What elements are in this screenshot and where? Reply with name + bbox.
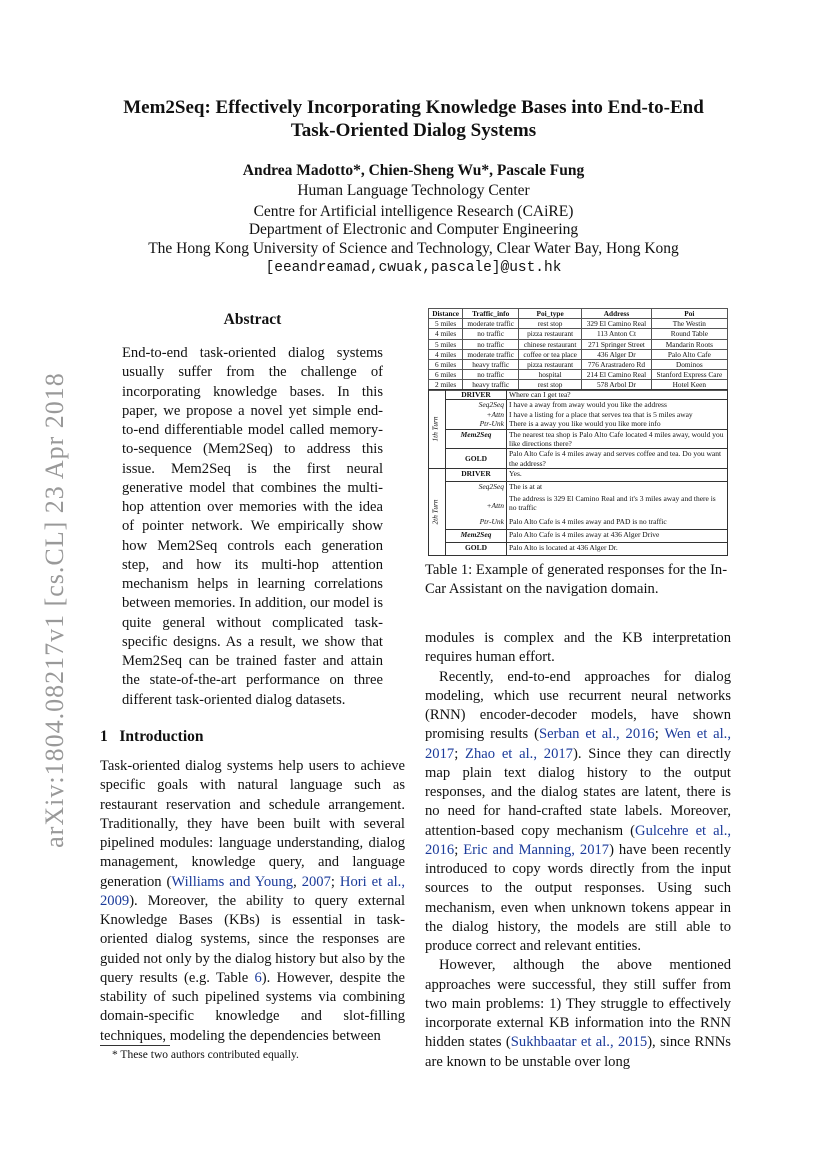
table-row <box>429 530 728 543</box>
kb-col-header: Address <box>582 309 651 319</box>
table-row <box>429 410 728 419</box>
citation-hori[interactable]: Hori et al., 2009 <box>100 873 405 909</box>
paragraph: However, although the above mentioned approaches were successful, they still suffer from two main problems: 1) They struggle to effectively incorporate external KB information into the RNN hidden states (Sukhbaatar et al., 2015), since RNNs are known to be unstable over long <box>425 957 731 1070</box>
utterance: Palo Alto Cafe is 4 miles away at 436 Alger Drive <box>507 530 728 543</box>
turn-label-cell <box>429 469 446 556</box>
section-number: 1 <box>100 728 108 745</box>
footnote-rule <box>100 1045 170 1046</box>
kb-col-header: Traffic_info <box>463 309 519 319</box>
table-row: 6 miles heavy traffic pizza restaurant 776 Arastradero Rd Dominos <box>429 360 728 370</box>
speaker-label: DRIVER <box>446 469 507 482</box>
citation-williams-young[interactable]: Williams and Young <box>171 873 294 890</box>
turn-label: 2th Turn <box>430 499 440 525</box>
table-row <box>429 419 728 429</box>
table-row <box>429 429 728 449</box>
dialog-table <box>428 389 728 556</box>
section-heading-introduction <box>100 728 204 746</box>
table-row <box>429 494 728 517</box>
speaker-label: Mem2Seq <box>446 530 507 543</box>
citation-wen[interactable]: Wen et al., 2017 <box>425 726 731 762</box>
citation-zhao[interactable]: Zhao et al., 2017 <box>465 745 573 762</box>
turn-label: 1th Turn <box>430 416 440 442</box>
table-row <box>429 482 728 494</box>
table-row <box>429 449 728 469</box>
section-title: Introduction <box>119 728 204 745</box>
speaker-label: Mem2Seq <box>446 429 507 449</box>
speaker-label: Ptr-Unk <box>446 419 507 429</box>
author-emails: [eeandreamad,cwuak,pascale]@ust.hk <box>265 260 562 276</box>
table-row: 4 miles no traffic pizza restaurant 113 Anton Ct Round Table <box>429 329 728 339</box>
table-row: 4 miles moderate traffic coffee or tea place 436 Alger Dr Palo Alto Cafe <box>429 349 728 359</box>
table-row: 2 miles heavy traffic rest stop 578 Arbol Dr Hotel Keen <box>429 380 728 390</box>
utterance: The address is 329 El Camino Real and it's 3 miles away and there is no traffic <box>507 494 728 517</box>
kb-table-header-row <box>429 309 728 319</box>
intro-paragraph: Task-oriented dialog systems help users to achieve specific goals with natural language such as restaurant reservation and schedule arrangement. Traditionally, they have been built with several pipelined modules: language understanding, dialog management, knowledge query, and language generation (Williams and Young, 2007; Hori et al., 2009). Moreover, the ability to query external Knowledge Bases (KBs) is essential in task-oriented dialog systems, since the responses are guided not only by the dialog history but also by the query results (e.g. Table 6). However, despite the stability of such pipelined systems via combining domain-specific knowledge and slot-filling techniques, modeling the dependencies between <box>100 758 405 1044</box>
utterance: Where can I get tea? <box>507 390 728 400</box>
utterance: I have a away from away would you like the address <box>507 400 728 410</box>
abstract-body: End-to-end task-oriented dialog systems usually suffer from the challenge of incorporating knowledge bases. In this paper, we propose a novel yet simple end-to-end differentiable model called memory-to-sequence (Mem2Seq) to address this issue. Mem2Seq is the first neural generative model that combines the multi-hop attention over memories with the idea of pointer network. We empirically show how Mem2Seq controls each generation step, and how its multi-hop attention mechanism helps in learning correlations between memories. In addition, our model is quite general without complicated task-specific designs. As a result, we show that Mem2Seq can be trained faster and attain the state-of-the-art performance on three different task-oriented dialog datasets. <box>122 345 384 708</box>
right-column-body <box>425 629 731 1072</box>
authors: Andrea Madotto*, Chien-Sheng Wu*, Pascale Fung <box>242 162 585 179</box>
speaker-label: +Attn <box>446 494 507 517</box>
citation-sukhbaatar[interactable]: Sukhbaatar et al., 2015 <box>510 1034 648 1051</box>
table-row <box>429 400 728 410</box>
footnote: * These two authors contributed equally. <box>112 1049 299 1061</box>
paragraph: modules is complex and the KB interpretation requires human effort. <box>425 630 731 666</box>
citation-gulcehre[interactable]: Gulcehre et al., 2016 <box>425 822 731 858</box>
utterance: Palo Alto Cafe is 4 miles away and PAD is no traffic <box>507 517 728 529</box>
table-caption: Table 1: Example of generated responses for the In-Car Assistant on the navigation domain. <box>425 562 728 598</box>
abstract-heading: Abstract <box>223 311 282 328</box>
arxiv-stamp: arXiv:1804.08217v1 [cs.CL] 23 Apr 2018 <box>40 372 69 848</box>
table-row <box>429 517 728 529</box>
utterance: I have a listing for a place that serves tea that is 5 miles away <box>507 410 728 419</box>
affiliation-2: Centre for Artificial intelligence Research (CAiRE) <box>253 203 574 220</box>
table-row <box>429 543 728 556</box>
utterance: Palo Alto Cafe is 4 miles away and serves coffee and tea. Do you want the address? <box>507 449 728 469</box>
speaker-label: GOLD <box>446 543 507 556</box>
affiliation-3: Department of Electronic and Computer Engineering <box>248 221 579 238</box>
speaker-label: GOLD <box>446 449 507 469</box>
utterance: There is a away you like would you like more info <box>507 419 728 429</box>
affiliation-1: Human Language Technology Center <box>297 182 530 199</box>
utterance: Yes. <box>507 469 728 482</box>
paper-title-line1: Mem2Seq: Effectively Incorporating Knowledge Bases into End-to-End <box>123 97 704 118</box>
table-reference[interactable]: 6 <box>254 969 262 986</box>
affiliation-4: The Hong Kong University of Science and Technology, Clear Water Bay, Hong Kong <box>148 240 679 257</box>
paper-title-line2: Task-Oriented Dialog Systems <box>290 120 537 141</box>
kb-col-header: Poi_type <box>519 309 582 319</box>
table-row <box>429 469 728 482</box>
speaker-label: +Attn <box>446 410 507 419</box>
table-row: 5 miles moderate traffic rest stop 329 El Camino Real The Westin <box>429 319 728 329</box>
citation-serban[interactable]: Serban et al., 2016 <box>538 726 655 743</box>
table-row: 5 miles no traffic chinese restaurant 271 Springer Street Mandarin Roots <box>429 339 728 349</box>
speaker-label: Seq2Seq <box>446 400 507 410</box>
utterance: The nearest tea shop is Palo Alto Cafe located 4 miles away, would you like directions there? <box>507 429 728 449</box>
kb-table <box>428 308 728 391</box>
speaker-label: Seq2Seq <box>446 482 507 494</box>
table-row <box>429 390 728 400</box>
utterance: The is at at <box>507 482 728 494</box>
citation-williams-young-year[interactable]: 2007 <box>301 873 331 890</box>
kb-col-header: Distance <box>429 309 463 319</box>
table-row: 6 miles no traffic hospital 214 El Camino Real Stanford Express Care <box>429 370 728 380</box>
utterance: Palo Alto is located at 436 Alger Dr. <box>507 543 728 556</box>
paragraph: Recently, end-to-end approaches for dialog modeling, which use recurrent neural networks (RNN) encoder-decoder models, have shown promising results (Serban et al., 2016; Wen et al., 2017; Zhao et al., 2017). Since they can directly map plain text dialog history to the output responses, and the dialog states are latent, there is no need for hand-crafted state labels. Moreover, attention-based copy mechanism (Gulcehre et al., 2016; Eric and Manning, 2017) have been recently introduced to copy words directly from the input sources to the output responses. Using such mechanism, even when unknown tokens appear in the dialog history, the models are still able to produce correct and relevant entities. <box>425 668 732 954</box>
citation-eric-manning[interactable]: Eric and Manning, 2017 <box>463 841 610 858</box>
kb-col-header: Poi <box>651 309 727 319</box>
speaker-label: Ptr-Unk <box>446 517 507 529</box>
turn-label-cell <box>429 390 446 469</box>
speaker-label: DRIVER <box>446 390 507 400</box>
